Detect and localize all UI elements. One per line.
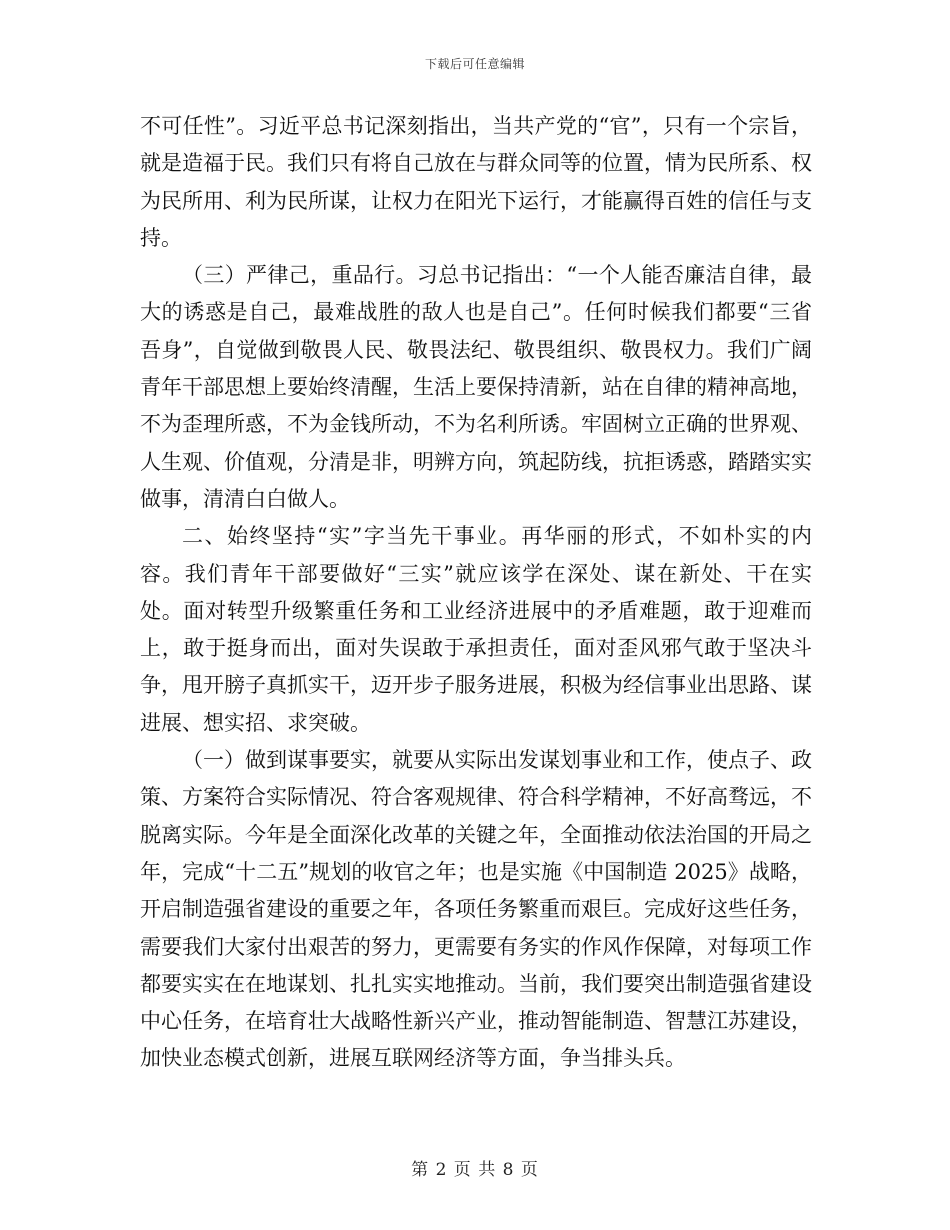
paragraph-2: （三）严律己，重品行。习总书记指出：“一个人能否廉洁自律，最大的诱惑是自己，最难战胜的敌人也是自己”。任何时候我们都要“三省吾身”，自觉做到敬畏人民、敬畏法纪、敬畏组织、敬畏权力。我们广阔青年干部思想上要始终清醒，生活上要保持清新，站在自律的精神高地，不为歪理所惑，不为金钱所动，不为名利所诱。牢固树立正确的世界观、人生观、价值观，分清是非，明辨方向，筑起防线，抗拒诱惑，踏踏实实做事，清清白白做人。	[140, 263, 812, 511]
document-body	[140, 108, 812, 1078]
paragraph-1: 不可任性”。习近平总书记深刻指出，当共产党的“官”，只有一个宗旨，就是造福于民。我们只有将自己放在与群众同等的位置，情为民所系、权为民所用、利为民所谋，让权力在阳光下运行，才能赢得百姓的信任与支持。	[140, 114, 812, 250]
paragraph-4: （一）做到谋事要实，就要从实际出发谋划事业和工作，使点子、政策、方案符合实际情况、符合客观规律、符合科学精神，不好高骛远，不脱离实际。今年是全面深化改革的关键之年，全面推动依法治国的开局之年，完成“十二五”规划的收官之年；也是实施《中国制造 2025》战略，开启制造强省建设的重要之年，各项任务繁重而艰巨。完成好这些任务，需要我们大家付出艰苦的努力，更需要有务实的作风作保障，对每项工作都要实实在在地谋划、扎扎实实地推动。当前，我们要突出制造强省建设中心任务，在培育壮大战略性新兴产业，推动智能制造、智慧江苏建设，加快业态模式创新，进展互联网经济等方面，争当排头兵。	[140, 748, 812, 1071]
paragraph-3: 二、始终坚持“实”字当先干事业。再华丽的形式，不如朴实的内容。我们青年干部要做好“三实”就应该学在深处、谋在新处、干在实处。面对转型升级繁重任务和工业经济进展中的矛盾难题，敢于迎难而上，敢于挺身而出，面对失误敢于承担责任，面对歪风邪气敢于坚决斗争，甩开膀子真抓实干，迈开步子服务进展，积极为经信事业出思路、谋进展、想实招、求突破。	[140, 524, 812, 735]
page-number: 第 2 页 共 8 页	[411, 1160, 539, 1180]
page-header: 下载后可任意编辑	[424, 57, 525, 71]
